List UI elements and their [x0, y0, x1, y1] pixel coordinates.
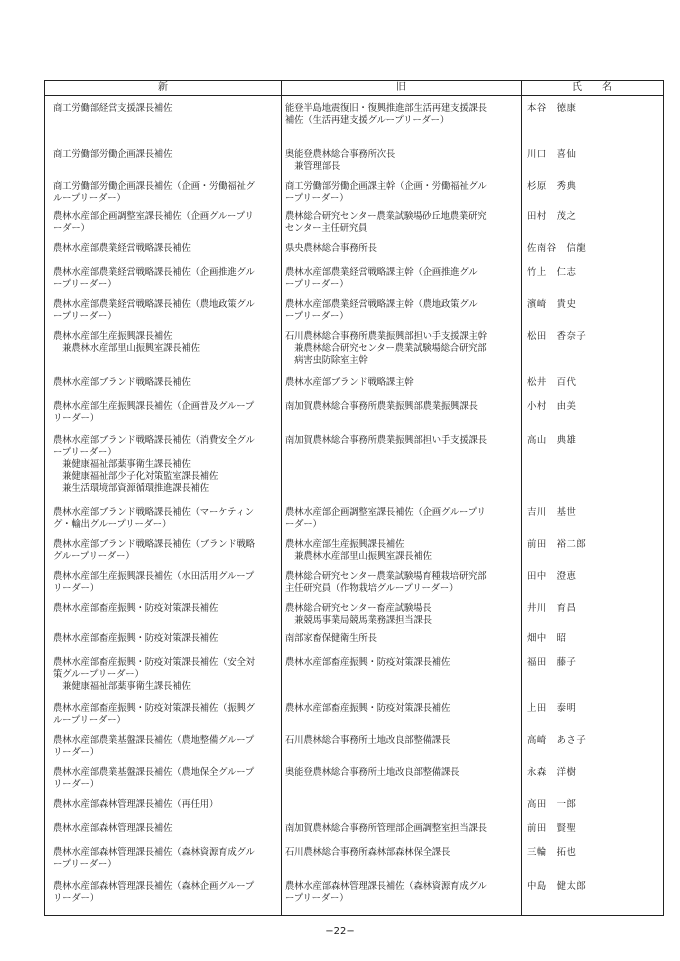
table-header [45, 81, 663, 96]
person-name: 本谷 徳康 [527, 103, 577, 114]
new-position: 農林水産部森林管理課長補佐（森林資源育成グル ープリーダー） [53, 847, 255, 870]
new-position: 農林水産部ブランド戦略課長補佐（ブランド戦略 グループリーダー） [53, 539, 255, 562]
old-position: 南部家畜保健衛生所長 [285, 633, 377, 644]
new-position: 農林水産部生産振興課長補佐（水田活用グループ リーダー） [53, 571, 255, 594]
new-position: 農林水産部ブランド戦略課長補佐（マーケティン グ・輸出グループリーダー） [53, 507, 254, 530]
person-name: 杉原 秀典 [527, 181, 577, 192]
old-position: 南加賀農林総合事務所農業振興部担い手支援課長 [285, 435, 487, 446]
old-position: 農林総合研究センター畜産試験場長 兼競馬事業局競馬業務課担当課長 [285, 603, 432, 626]
person-name: 福田 藤子 [527, 657, 577, 668]
person-name: 高崎 あさ子 [527, 735, 587, 746]
old-position: 商工労働部労働企画課主幹（企画・労働福祉グル ープリーダー） [285, 181, 487, 204]
new-position: 農林水産部生産振興課長補佐（企画普及グループ リーダー） [53, 401, 255, 424]
new-position: 農林水産部畜産振興・防疫対策課長補佐 [53, 603, 219, 614]
old-position: 南加賀農林総合事務所管理部企画調整室担当課長 [285, 823, 487, 834]
old-position: 農林水産部ブランド戦略課主幹 [285, 377, 414, 388]
new-position: 農林水産部畜産振興・防疫対策課長補佐（安全対 策グループリーダー） 兼健康福祉部薬事衛生課長補佐 [53, 657, 255, 692]
new-position: 農林水産部ブランド戦略課長補佐（消費安全グル ープリーダー） 兼健康福祉部薬事衛生課長補佐 兼健康福祉部少子化対策監室課長補佐 兼生活環境部資源循環推進課長補佐 [53, 435, 255, 494]
person-name: 高田 一郎 [527, 799, 577, 810]
new-position: 農林水産部企画調整室課長補佐（企画グループリ ーダー） [53, 211, 254, 234]
person-name: 井川 育昌 [527, 603, 577, 614]
new-position: 商工労働部経営支援課長補佐 [53, 103, 173, 114]
old-position: 農林水産部畜産振興・防疫対策課長補佐 [285, 703, 451, 714]
new-position: 農林水産部畜産振興・防疫対策課長補佐 [53, 633, 219, 644]
person-name: 吉川 基世 [527, 507, 577, 518]
old-position: 農林水産部農業経営戦略課主幹（企画推進グル ープリーダー） [285, 267, 478, 290]
person-name: 川口 喜仙 [527, 149, 577, 160]
person-name: 佐南谷 信龍 [527, 243, 587, 254]
new-position: 農林水産部森林管理課長補佐 [53, 823, 173, 834]
person-name: 濱崎 貴史 [527, 299, 577, 310]
new-position: 農林水産部農業経営戦略課長補佐 [53, 243, 191, 254]
old-position: 農林水産部畜産振興・防疫対策課長補佐 [285, 657, 451, 668]
old-position: 農林総合研究センター農業試験場育種栽培研究部 主任研究員（作物栽培グループリーダー） [285, 571, 487, 594]
new-position: 農林水産部農業経営戦略課長補佐（企画推進グル ープリーダー） [53, 267, 255, 290]
old-position: 能登半島地震復旧・復興推進部生活再建支援課長 補佐（生活再建支援グループリーダー） [285, 103, 487, 126]
person-name: 上田 泰明 [527, 703, 577, 714]
new-position: 農林水産部森林管理課長補佐（森林企画グループ リーダー） [53, 881, 255, 904]
header-name: 氏 名 [572, 82, 612, 93]
new-position: 農林水産部ブランド戦略課長補佐 [53, 377, 191, 388]
person-name: 高山 典雄 [527, 435, 577, 446]
new-position: 農林水産部農業経営戦略課長補佐（農地政策グル ープリーダー） [53, 299, 255, 322]
person-name: 畑中 昭 [527, 633, 567, 644]
column-divider [521, 81, 522, 915]
old-position: 石川農林総合事務所農業振興部担い手支援課主幹 兼農林総合研究センター農業試験場総合研究部 病害虫防除室主幹 [285, 331, 487, 366]
old-position: 農林総合研究センター農業試験場砂丘地農業研究 センター主任研究員 [285, 211, 487, 234]
new-position: 農林水産部農業基盤課長補佐（農地整備グループ リーダー） [53, 735, 255, 758]
person-name: 前田 賢聖 [527, 823, 577, 834]
person-name: 田中 澄恵 [527, 571, 577, 582]
new-position: 商工労働部労働企画課長補佐（企画・労働福祉グ ループリーダー） [53, 181, 255, 204]
old-position: 奥能登農林総合事務所次長 兼管理部長 [285, 149, 396, 172]
old-position: 農林水産部企画調整室課長補佐（企画グループリ ーダー） [285, 507, 486, 530]
personnel-table [44, 80, 664, 916]
person-name: 小村 由美 [527, 401, 577, 412]
header-new: 新 [158, 82, 168, 93]
header-old: 旧 [396, 82, 406, 93]
old-position: 農林水産部森林管理課長補佐（森林資源育成グル ープリーダー） [285, 881, 487, 904]
person-name: 中島 健太郎 [527, 881, 587, 892]
new-position: 農林水産部森林管理課長補佐（再任用） [53, 799, 219, 810]
new-position: 農林水産部農業基盤課長補佐（農地保全グループ リーダー） [53, 767, 255, 790]
old-position: 農林水産部農業経営戦略課主幹（農地政策グル ープリーダー） [285, 299, 478, 322]
person-name: 松井 百代 [527, 377, 577, 388]
person-name: 永森 洋樹 [527, 767, 577, 778]
new-position: 農林水産部生産振興課長補佐 兼農林水産部里山振興室課長補佐 [53, 331, 200, 354]
person-name: 松田 香奈子 [527, 331, 587, 342]
old-position: 石川農林総合事務所森林部森林保全課長 [285, 847, 451, 858]
old-position: 南加賀農林総合事務所農業振興部農業振興課長 [285, 401, 478, 412]
old-position: 県央農林総合事務所長 [285, 243, 377, 254]
person-name: 前田 裕二郎 [527, 539, 587, 550]
old-position: 石川農林総合事務所土地改良部整備課長 [285, 735, 451, 746]
old-position: 農林水産部生産振興課長補佐 兼農林水産部里山振興室課長補佐 [285, 539, 432, 562]
person-name: 田村 茂之 [527, 211, 577, 222]
old-position: 奥能登農林総合事務所土地改良部整備課長 [285, 767, 460, 778]
new-position: 農林水産部畜産振興・防疫対策課長補佐（振興グ ループリーダー） [53, 703, 255, 726]
new-position: 商工労働部労働企画課長補佐 [53, 149, 173, 160]
person-name: 三輪 拓也 [527, 847, 577, 858]
person-name: 竹上 仁志 [527, 267, 577, 278]
page-number: −22− [325, 926, 355, 937]
